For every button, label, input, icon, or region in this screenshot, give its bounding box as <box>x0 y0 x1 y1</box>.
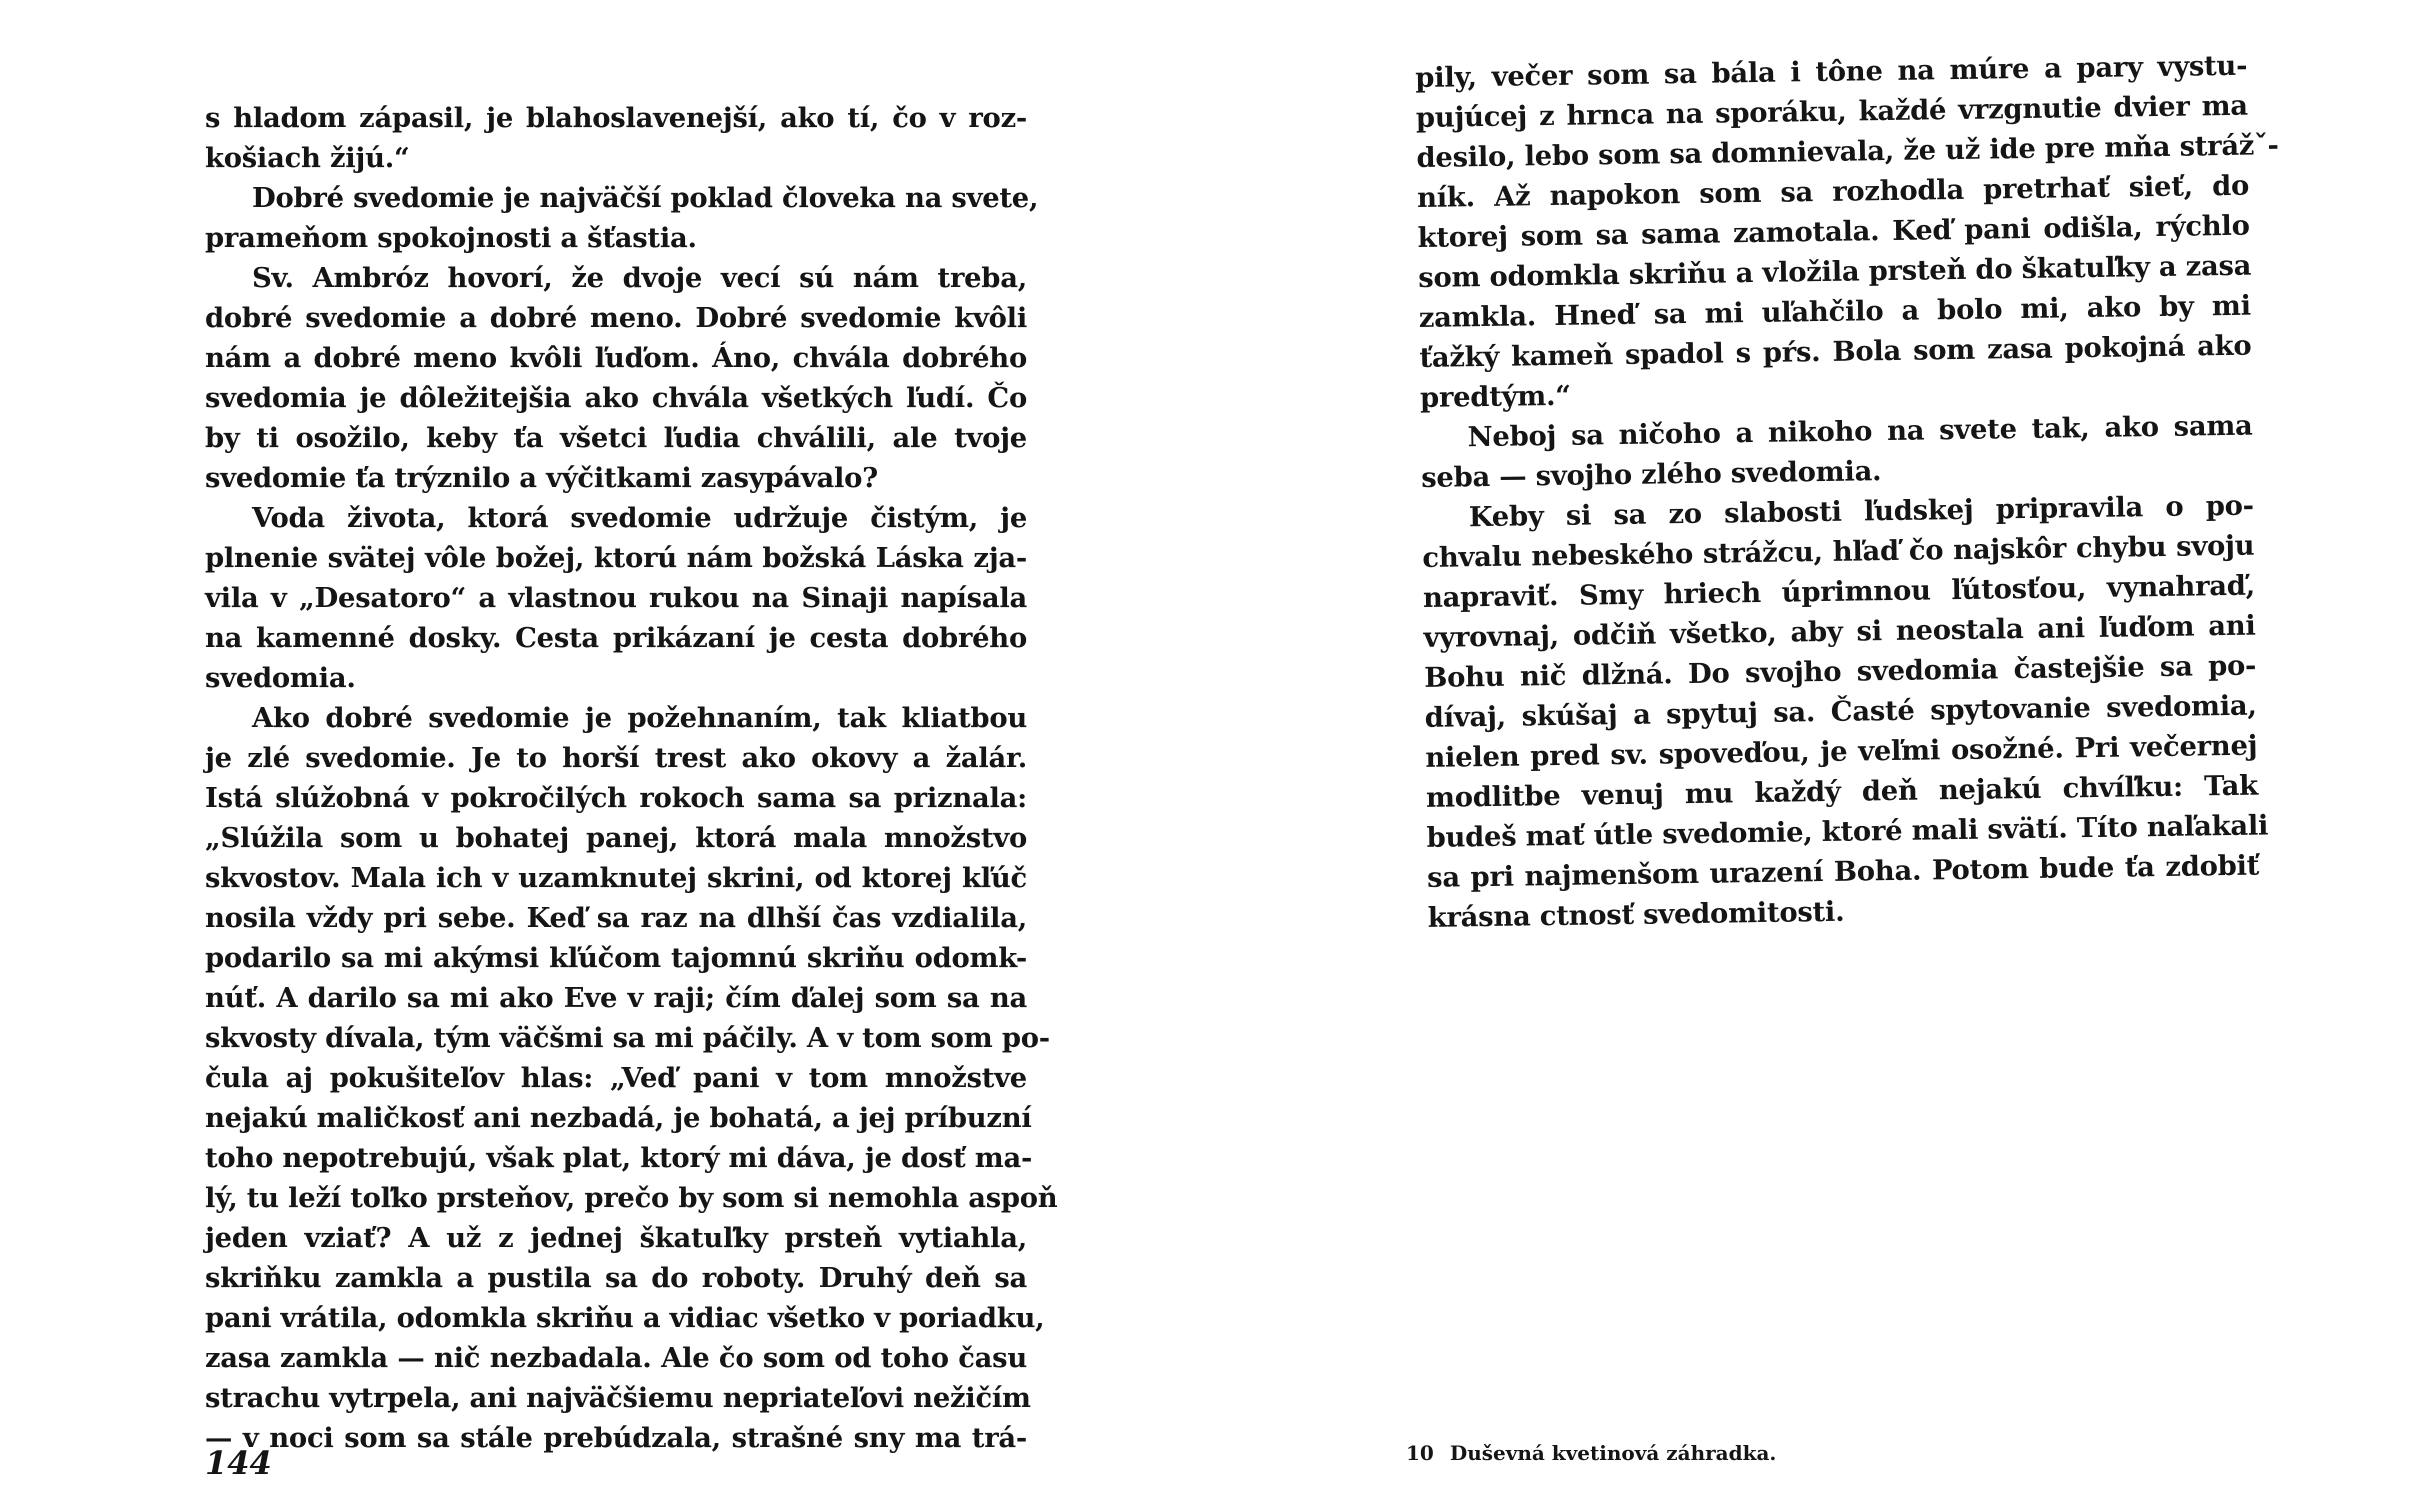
text-line: pani vrátila, odomkla skriňu a vidiac všetko v poriadku, <box>205 1302 1045 1334</box>
text-line: dobré svedomie a dobré meno. Dobré svedomie kvôli <box>205 302 1027 334</box>
text-line: nám a dobré meno kvôli ľuďom. Áno, chvála dobrého <box>205 342 1027 374</box>
signature-title: Duševná kvetinová záhradka. <box>1449 1441 1777 1465</box>
text-line: Sv. Ambróz hovorí, že dvoje vecí sú nám treba, <box>252 262 1027 294</box>
signature-number: 10 <box>1406 1441 1434 1465</box>
text-line: na kamenné dosky. Cesta prikázaní je cesta dobrého <box>205 622 1027 654</box>
text-line: skriňku zamkla a pustila sa do roboty. Druhý deň sa <box>205 1262 1027 1294</box>
page-number: 144 <box>205 1444 272 1482</box>
text-line: — v noci som sa stále prebúdzala, strašné sny ma trá- <box>205 1422 1027 1454</box>
text-line: napraviť. Smy hriech úprimnou ľútosťou, vynahraď, <box>1422 569 2256 614</box>
text-line: svedomie ťa trýznilo a výčitkami zasypávalo? <box>205 462 878 494</box>
text-line: vila v „Desatoro“ a vlastnou rukou na Sinaji napísala <box>205 582 1027 614</box>
text-line: zasa zamkla — nič nezbadala. Ale čo som od toho času <box>205 1342 1027 1374</box>
text-line: čula aj pokušiteľov hlas: „Veď pani v tom množstve <box>205 1062 1027 1094</box>
right-page-text <box>1415 46 2279 938</box>
text-line: Istá slúžobná v pokročilých rokoch sama sa priznala: <box>205 782 1027 814</box>
text-line: núť. A darilo sa mi ako Eve v raji; čím ďalej som sa na <box>205 982 1027 1014</box>
text-line: skvostov. Mala ich v uzamknutej skrini, od ktorej kľúč <box>205 862 1027 894</box>
text-line: nosila vždy pri sebe. Keď sa raz na dlhší čas vzdialila, <box>205 902 1027 934</box>
text-line: zamkla. Hneď sa mi uľahčilo a bolo mi, ako by mi <box>1418 289 2252 334</box>
text-line: chvalu nebeského strážcu, hľaď čo najskôr chybu svoju <box>1422 529 2255 574</box>
text-line: jeden vziať? A už z jednej škatuľky prsteň vytiahla, <box>205 1222 1027 1254</box>
text-line: Ako dobré svedomie je požehnaním, tak kliatbou <box>252 702 1027 734</box>
text-line: Bohu nič dlžná. Do svojho svedomia častejšie sa po- <box>1423 649 2257 694</box>
right-page <box>1210 0 2420 1500</box>
text-line: modlitbe venuj mu každý deň nejakú chvíľku: Tak <box>1425 769 2259 814</box>
text-line: Voda života, ktorá svedomie udržuje čistým, je <box>252 502 1027 534</box>
text-line: s hladom zápasil, je blahoslavenejší, ako tí, čo v roz- <box>205 102 1027 134</box>
text-line: budeš mať útle svedomie, ktoré mali svätí. Títo naľakali <box>1426 809 2269 854</box>
text-line: desilo, lebo som sa domnievala, že už ide pre mňa strážˇ- <box>1416 129 2279 174</box>
left-page-text <box>205 98 1058 1458</box>
text-line: nielen pred sv. spoveďou, je veľmi osožné. Pri večernej <box>1425 729 2258 774</box>
text-line: plnenie svätej vôle božej, ktorú nám božská Láska zja- <box>205 542 1027 574</box>
text-line: predtým.“ <box>1419 379 1572 414</box>
text-line: svedomia je dôležitejšia ako chvála všetkých ľudí. Čo <box>205 382 1027 414</box>
text-line: nejakú maličkosť ani nezbadá, je bohatá, a jej príbuzní <box>205 1102 1032 1134</box>
text-line: pujúcej z hrnca na sporáku, každé vrzgnutie dvier ma <box>1415 89 2249 134</box>
text-line: ktorej som sa sama zamotala. Keď pani odišla, rýchlo <box>1417 209 2250 254</box>
text-line: lý, tu leží toľko prsteňov, prečo by som si nemohla aspoň <box>205 1182 1058 1214</box>
text-line: Neboj sa ničoho a nikoho na svete tak, ako sama <box>1467 409 2253 454</box>
text-line: vyrovnaj, odčiň všetko, aby si neostala ani ľuďom ani <box>1423 609 2256 654</box>
text-line: je zlé svedomie. Je to horší trest ako okovy a žalár. <box>205 742 1027 774</box>
signature-line <box>1406 1441 1776 1465</box>
text-line: som odomkla skriňu a vložila prsteň do škatuľky a zasa <box>1418 249 2252 294</box>
text-line: ník. Až napokon som sa rozhodla pretrhať sieť, do <box>1416 169 2250 214</box>
text-line: strachu vytrpela, ani najväčšiemu nepriateľovi nežičím <box>205 1382 1031 1414</box>
text-line: košiach žijú.“ <box>205 142 410 174</box>
text-line: „Slúžila som u bohatej panej, ktorá mala množstvo <box>205 822 1027 854</box>
text-line: krásna ctnosť svedomitosti. <box>1427 895 1845 934</box>
text-line: Keby si sa zo slabosti ľudskej pripravila o po- <box>1468 489 2254 534</box>
text-line: dívaj, skúšaj a spytuj sa. Časté spytovanie svedomia, <box>1424 689 2257 734</box>
text-line: svedomia. <box>205 662 356 694</box>
text-line: ťažký kameň spadol s pŕs. Bola som zasa pokojná ako <box>1419 329 2252 374</box>
text-line: seba — svojho zlého svedomia. <box>1420 455 1882 494</box>
text-line: prameňom spokojnosti a šťastia. <box>205 222 697 254</box>
text-line: by ti osožilo, keby ťa všetci ľudia chválili, ale tvoje <box>205 422 1027 454</box>
text-line: podarilo sa mi akýmsi kľúčom tajomnú skriňu odomk- <box>205 942 1027 974</box>
text-line: skvosty dívala, tým väčšmi sa mi páčily. A v tom som po- <box>205 1022 1050 1054</box>
text-line: Dobré svedomie je najväčší poklad človeka na svete, <box>252 182 1039 214</box>
text-line: pily, večer som sa bála i tône na múre a pary vystu- <box>1415 49 2248 94</box>
text-line: sa pri najmenšom urazení Boha. Potom bude ťa zdobiť <box>1426 849 2260 894</box>
text-line: toho nepotrebujú, však plat, ktorý mi dáva, je dosť ma- <box>205 1142 1033 1174</box>
